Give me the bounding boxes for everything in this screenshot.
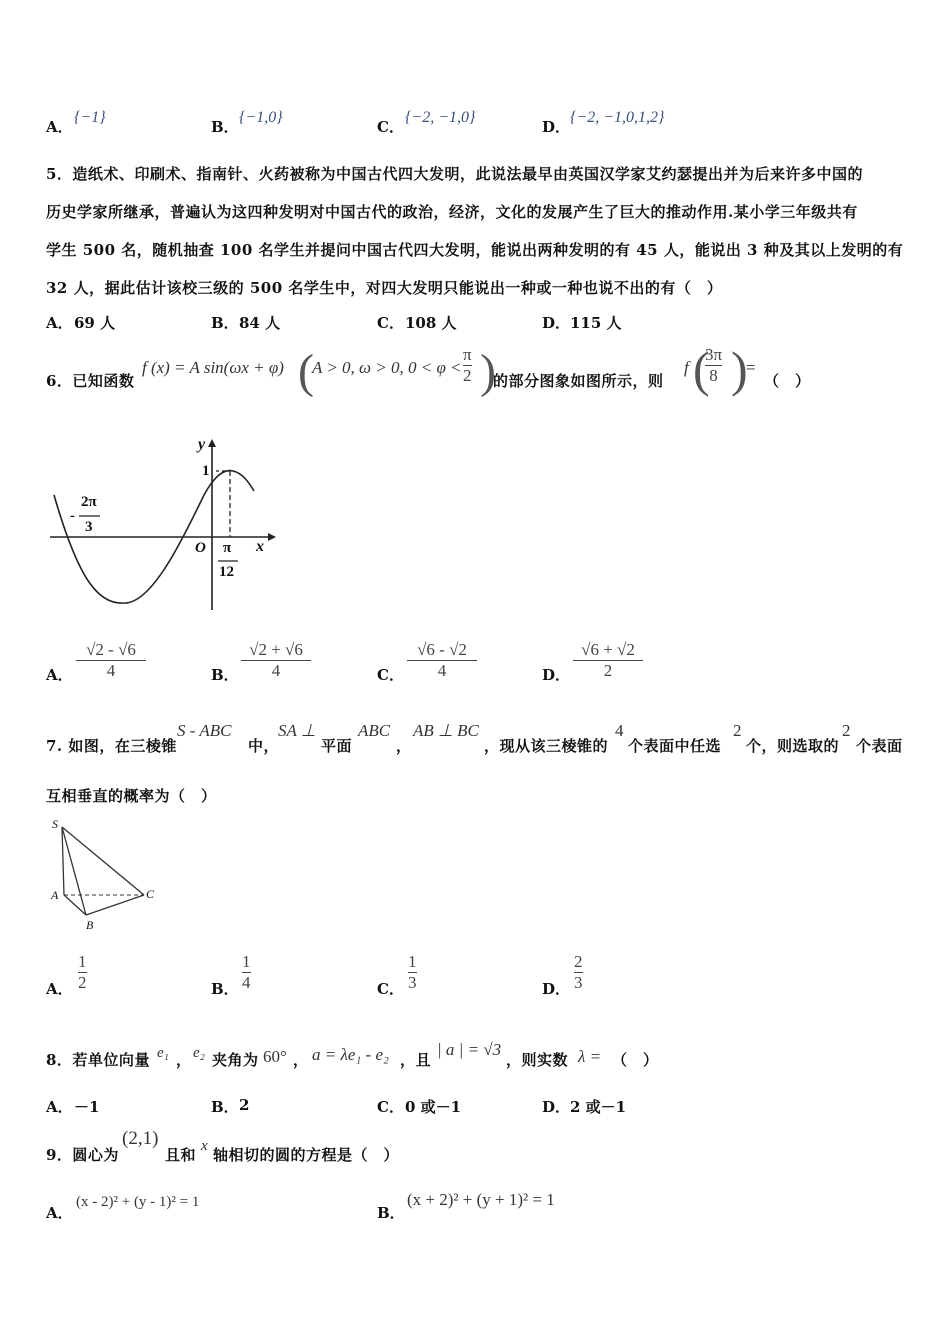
q6-option-d-fraction bbox=[573, 640, 643, 681]
q6-option-a-fraction bbox=[76, 640, 146, 681]
vertex-a-label: A bbox=[51, 888, 59, 902]
q6-right-paren: ) bbox=[480, 345, 496, 398]
q8-option-d-letter[interactable]: D． bbox=[542, 1098, 571, 1116]
q7-option-b-numerator: 1 bbox=[242, 952, 251, 971]
q8-option-b-value: 2 bbox=[239, 1096, 250, 1114]
q4-option-c-value: {−2, −1,0} bbox=[405, 109, 476, 126]
q6-condition-fraction bbox=[463, 345, 472, 386]
q8-lambda: λ = bbox=[578, 1047, 602, 1066]
q6-f-label: f bbox=[684, 358, 689, 377]
q5-option-b-value: 84 人 bbox=[239, 314, 281, 332]
q5-line-1: 5．造纸术、印刷术、指南针、火药被称为中国古代四大发明，此说法最早由英国汉学家艾约瑟提出并为后来许多中国的 bbox=[46, 165, 863, 183]
q8-e2: e₂ bbox=[193, 1045, 205, 1061]
q8-option-c-value: 0 或－1 bbox=[405, 1098, 462, 1116]
q6-arg-numerator: 3π bbox=[705, 345, 723, 364]
q7-text-3: 平面 bbox=[321, 737, 353, 755]
q6-option-c-letter[interactable]: C． bbox=[377, 666, 404, 684]
q5-option-d-letter[interactable]: D． bbox=[542, 314, 571, 332]
q5-line-2: 历史学家所继承，普遍认为这四种发明对中国古代的政治，经济，文化的发展产生了巨大的推动作用.某小学三年级共有 bbox=[46, 203, 858, 221]
q8-e1: e₁ bbox=[157, 1045, 169, 1061]
q4-option-c-letter[interactable]: C． bbox=[377, 118, 404, 136]
q5-option-b-letter[interactable]: B． bbox=[211, 314, 239, 332]
q8-text-3: ， bbox=[293, 1051, 309, 1069]
edge-sa bbox=[62, 827, 64, 895]
q9-text-3: 轴相切的圆的方程是（ ） bbox=[213, 1146, 400, 1164]
q9-axis: x bbox=[201, 1138, 208, 1154]
q6-equals: = bbox=[746, 358, 756, 377]
q7-math-1: S - ABC bbox=[177, 721, 232, 740]
edge-bc bbox=[86, 895, 144, 915]
q8-equation: a = λe₁ - e₂ bbox=[312, 1045, 389, 1064]
x-axis-arrow bbox=[268, 533, 276, 541]
q8-text-4: ，且 bbox=[400, 1051, 432, 1069]
origin-label: O bbox=[195, 540, 206, 556]
q6-option-c-fraction bbox=[407, 640, 477, 681]
q9-text-1: 9．圆心为 bbox=[46, 1146, 119, 1164]
edge-sc bbox=[62, 827, 144, 895]
q5-option-d-value: 115 人 bbox=[570, 314, 622, 332]
q6-function: f (x) = A sin(ωx + φ) bbox=[142, 358, 284, 377]
q7-text-1: 7. 如图，在三棱锥 bbox=[46, 737, 177, 755]
q6-option-b-fraction bbox=[241, 640, 311, 681]
q7-option-b-letter[interactable]: B． bbox=[211, 980, 239, 998]
q7-option-c-denominator: 3 bbox=[408, 973, 417, 992]
y-axis-label: y bbox=[198, 436, 206, 453]
q6-option-b-numerator: √2 + √6 bbox=[249, 640, 303, 659]
q7-math-4: AB ⊥ BC bbox=[413, 721, 479, 740]
q5-option-c-letter[interactable]: C． bbox=[377, 314, 404, 332]
q9-option-a-value: (x - 2)² + (y - 1)² = 1 bbox=[76, 1194, 200, 1210]
right-label-denominator: 12 bbox=[219, 564, 234, 580]
q8-text-1: 8．若单位向量 bbox=[46, 1051, 150, 1069]
left-label-numerator: 2π bbox=[81, 494, 97, 510]
left-label-minus: - bbox=[70, 508, 75, 524]
q7-text-4: ， bbox=[396, 737, 412, 755]
q8-text-6: （ ） bbox=[612, 1051, 659, 1069]
q7-math-7: 2 bbox=[842, 721, 851, 740]
q9-option-b-value: (x + 2)² + (y + 1)² = 1 bbox=[407, 1190, 555, 1209]
q6-option-c-numerator: √6 - √2 bbox=[417, 640, 467, 659]
q7-text-7: 个，则选取的 bbox=[746, 737, 840, 755]
q8-option-c-letter[interactable]: C． bbox=[377, 1098, 404, 1116]
right-label-numerator: π bbox=[223, 540, 232, 556]
q6-cond-denominator: 2 bbox=[463, 366, 472, 385]
q7-option-c-letter[interactable]: C． bbox=[377, 980, 404, 998]
q6-left-paren: ( bbox=[298, 345, 314, 398]
q7-option-a-denominator: 2 bbox=[78, 973, 87, 992]
q4-option-d-letter[interactable]: D． bbox=[542, 118, 571, 136]
q8-abs-value: | a | = √3 bbox=[437, 1040, 502, 1059]
y-axis-arrow bbox=[208, 439, 216, 447]
q5-option-a-value: 69 人 bbox=[74, 314, 116, 332]
q7-line-2: 互相垂直的概率为（ ） bbox=[46, 787, 217, 805]
q7-math-3: ABC bbox=[358, 721, 391, 740]
q6-option-a-denominator: 4 bbox=[106, 661, 116, 680]
q8-option-a-letter[interactable]: A． bbox=[46, 1098, 73, 1116]
x-axis-label: x bbox=[256, 538, 264, 555]
q6-option-d-denominator: 2 bbox=[603, 661, 613, 680]
q7-option-b-denominator: 4 bbox=[242, 973, 251, 992]
q7-text-2: 中， bbox=[248, 737, 280, 755]
q6-option-b-letter[interactable]: B． bbox=[211, 666, 239, 684]
q8-option-a-value: －1 bbox=[74, 1098, 100, 1116]
vertex-b-label: B bbox=[86, 918, 94, 932]
q6-option-a-letter[interactable]: A． bbox=[46, 666, 73, 684]
q7-text-5: ，现从该三棱锥的 bbox=[484, 737, 609, 755]
q6-cond-numerator: π bbox=[463, 345, 472, 364]
q7-option-d-letter[interactable]: D． bbox=[542, 980, 571, 998]
q7-option-c-fraction bbox=[408, 952, 417, 993]
q6-arg-denominator: 8 bbox=[709, 366, 718, 385]
q9-text-2: 且和 bbox=[165, 1146, 197, 1164]
q8-comma: ， bbox=[176, 1051, 192, 1069]
q7-math-2: SA ⊥ bbox=[278, 721, 316, 740]
q4-option-b-value: {−1,0} bbox=[239, 109, 283, 126]
q9-center: (2,1) bbox=[122, 1128, 159, 1149]
q7-option-a-numerator: 1 bbox=[78, 952, 87, 971]
vertex-s-label: S bbox=[52, 817, 58, 831]
q7-option-b-fraction bbox=[242, 952, 251, 993]
vertex-c-label: C bbox=[146, 887, 155, 901]
q9-option-a-letter[interactable]: A． bbox=[46, 1204, 73, 1222]
q6-arg-left-paren: ( bbox=[693, 341, 710, 397]
q5-line-3: 学生 500 名，随机抽查 100 名学生并提问中国古代四大发明，能说出两种发明的有 45 人，能说出 3 种及其以上发明的有 bbox=[46, 241, 904, 259]
q5-option-a-letter[interactable]: A． bbox=[46, 314, 73, 332]
q7-text-6: 个表面中任选 bbox=[628, 737, 722, 755]
q6-option-c-denominator: 4 bbox=[437, 661, 447, 680]
edge-sb bbox=[62, 827, 86, 915]
q7-pyramid-figure bbox=[46, 815, 166, 935]
q7-option-c-numerator: 1 bbox=[408, 952, 417, 971]
q7-option-d-fraction bbox=[574, 952, 583, 993]
q6-prefix: 6．已知函数 bbox=[46, 372, 135, 390]
q6-option-d-letter[interactable]: D． bbox=[542, 666, 571, 684]
q8-angle: 60° bbox=[263, 1047, 287, 1066]
one-label: 1 bbox=[202, 463, 210, 479]
q6-option-a-numerator: √2 - √6 bbox=[86, 640, 136, 659]
q4-option-d-value: {−2, −1,0,1,2} bbox=[570, 109, 665, 126]
q6-middle-text: 的部分图象如图所示，则 bbox=[493, 372, 664, 390]
q6-suffix: （ ） bbox=[764, 372, 811, 390]
q6-condition: A > 0, ω > 0, 0 < φ < bbox=[312, 358, 462, 377]
q6-arg-right-paren: ) bbox=[731, 341, 748, 397]
q6-option-d-numerator: √6 + √2 bbox=[581, 640, 635, 659]
q6-sine-graph bbox=[40, 435, 280, 615]
q8-option-b-letter[interactable]: B． bbox=[211, 1098, 239, 1116]
q7-option-a-letter[interactable]: A． bbox=[46, 980, 73, 998]
q4-option-a-letter[interactable]: A． bbox=[46, 118, 73, 136]
q8-text-2: 夹角为 bbox=[212, 1051, 259, 1069]
q5-option-c-value: 108 人 bbox=[405, 314, 457, 332]
q7-option-a-fraction bbox=[78, 952, 87, 993]
q8-option-d-value: 2 或－1 bbox=[570, 1098, 627, 1116]
q7-text-8: 个表面 bbox=[856, 737, 903, 755]
q7-option-d-numerator: 2 bbox=[574, 952, 583, 971]
q4-option-a-value: {−1} bbox=[74, 109, 106, 126]
q7-math-6: 2 bbox=[733, 721, 742, 740]
q7-option-d-denominator: 3 bbox=[574, 973, 583, 992]
q5-line-4: 32 人，据此估计该校三级的 500 名学生中，对四大发明只能说出一种或一种也说不出的有（ ） bbox=[46, 279, 723, 297]
q4-option-b-letter[interactable]: B． bbox=[211, 118, 239, 136]
q6-argument-fraction bbox=[705, 345, 722, 386]
q9-option-b-letter[interactable]: B． bbox=[377, 1204, 405, 1222]
q7-math-5: 4 bbox=[615, 721, 624, 740]
left-label-denominator: 3 bbox=[85, 519, 93, 535]
q6-option-b-denominator: 4 bbox=[271, 661, 281, 680]
q8-text-5: ，则实数 bbox=[506, 1051, 569, 1069]
